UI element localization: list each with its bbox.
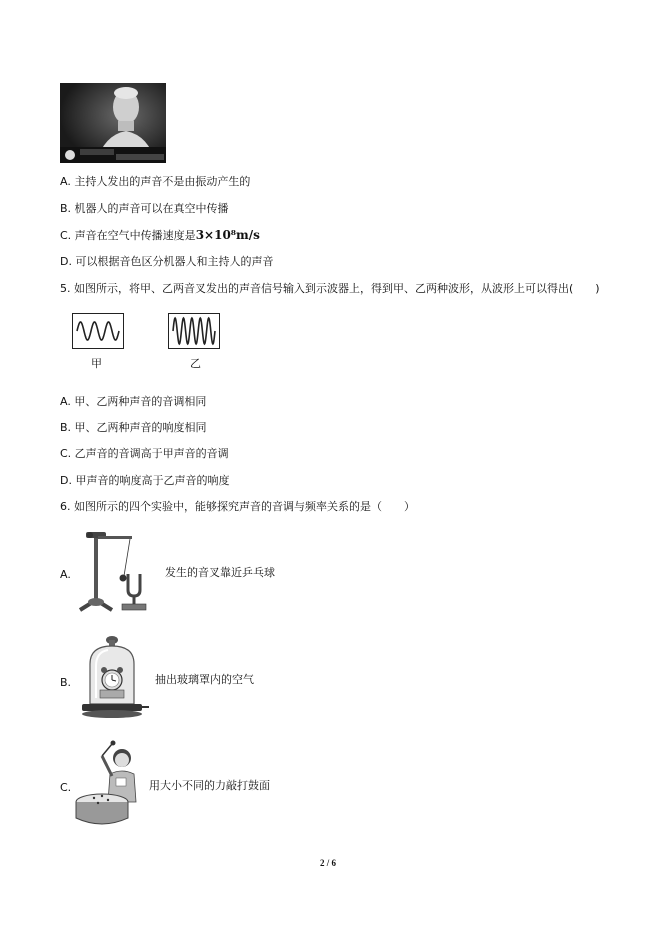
q5-option-b: B. 甲、乙两种声音的响度相同 [60,421,207,434]
q4-option-a: A. 主持人发出的声音不是由振动产生的 [60,175,251,188]
robot-photo-graphic [60,83,166,163]
drum-graphic [72,740,148,830]
q4-option-d: D. 可以根据音色区分机器人和主持人的声音 [60,255,274,268]
page-number: 2 / 6 [320,858,337,868]
waveform-jia-label: 甲 [91,357,102,370]
q5-option-a: A. 甲、乙两种声音的音调相同 [60,395,207,408]
tuning-fork-apparatus [72,528,162,614]
q6-stem: 6. 如图所示的四个实验中，能够探究声音的音调与频率关系的是（ ） [60,500,415,513]
q6-option-b-letter: B. [60,676,72,689]
q6-option-c-letter: C. [60,781,72,794]
drum-experiment [72,740,148,830]
q4-option-c [60,228,260,243]
q6-option-a-letter: A. [60,568,71,581]
tuning-fork-graphic [72,528,162,614]
waveform-jia [72,313,124,349]
waveform-yi [168,313,220,349]
q6-option-a-text: 发生的音叉靠近乒乓球 [165,566,275,579]
waveform-yi-label: 乙 [190,357,201,370]
q5-stem: 5. 如图所示，将甲、乙两音叉发出的声音信号输入到示波器上，得到甲、乙两种波形，从波形上可以得出( ) [60,282,600,295]
waveform-yi-figure [168,313,220,349]
q6-option-b-text: 抽出玻璃罩内的空气 [155,673,254,686]
robot-photo [60,83,166,163]
q5-option-c: C. 乙声音的音调高于甲声音的音调 [60,447,229,460]
bell-jar-graphic [78,634,150,720]
q6-option-c-text: 用大小不同的力敲打鼓面 [149,779,270,792]
q4-option-b: B. 机器人的声音可以在真空中传播 [60,202,229,215]
q5-option-d: D. 甲声音的响度高于乙声音的响度 [60,474,230,487]
q4-option-c-value: 3×10⁸m/s [195,228,260,242]
q4-option-c-text: C. 声音在空气中传播速度是 [60,229,196,242]
waveform-jia-figure [72,313,124,349]
bell-jar-apparatus [78,634,150,720]
